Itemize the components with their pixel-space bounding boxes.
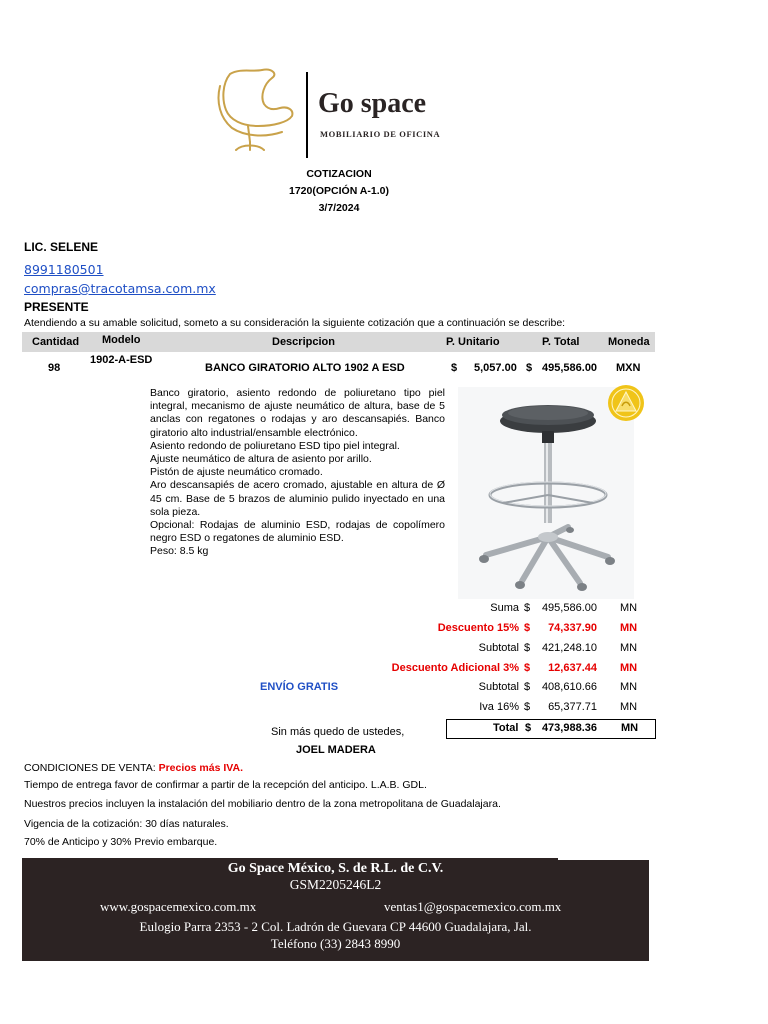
item-modelo: 1902-A-ESD	[90, 354, 153, 366]
item-moneda: MXN	[616, 362, 641, 374]
totals-row-subtotal	[380, 640, 655, 658]
totals-moneda: MN	[620, 681, 638, 693]
quote-date: 3/7/2024	[318, 202, 360, 214]
totals-amount: 74,337.90	[548, 622, 597, 634]
header-unitario: P. Unitario	[446, 336, 500, 348]
footer-banner	[22, 858, 649, 961]
totals-label: Iva 16%	[479, 701, 519, 713]
totals-currency: $	[524, 602, 531, 614]
recipient-phone-link[interactable]: 8991180501	[24, 262, 104, 277]
totals-amount: 12,637.44	[548, 662, 597, 674]
totals-label: Total	[493, 722, 519, 734]
totals-row-descuento-adicional	[380, 660, 655, 678]
conditions-highlight: Precios más IVA.	[158, 762, 244, 774]
totals-row-total	[446, 719, 656, 739]
totals-moneda: MN	[621, 722, 639, 734]
item-total-price: 495,586.00	[542, 362, 598, 374]
description-line: Asiento redondo de poliuretano ESD tipo piel integral.	[150, 439, 400, 452]
totals-moneda: MN	[620, 602, 638, 614]
description-line: Aro descansapiés de acero cromado, ajustable en altura de Ø 45 cm. Base de 5 brazos de aluminio pulido inyectado en una sola pieza.	[150, 479, 445, 518]
item-description	[150, 387, 445, 559]
totals-row-descuento	[380, 620, 655, 638]
condition-line: 70% de Anticipo y 30% Previo embarque.	[24, 836, 218, 848]
logo-tagline: MOBILIARIO DE OFICINA	[320, 129, 441, 139]
conditions-heading	[24, 762, 243, 774]
totals-currency: $	[524, 701, 531, 713]
totals-currency: $	[524, 622, 531, 634]
description-line: Ajuste neumático de altura de asiento por arillo.	[150, 453, 372, 466]
totals-row-subtotal-2	[380, 679, 655, 697]
totals-moneda: MN	[620, 662, 638, 674]
totals-moneda: MN	[620, 642, 638, 654]
recipient-email-link[interactable]: compras@tracotamsa.com.mx	[24, 281, 216, 296]
recipient-name: LIC. SELENE	[24, 240, 99, 254]
description-line: Pistón de ajuste neumático cromado.	[150, 466, 323, 479]
description-line: Banco giratorio, asiento redondo de poliuretano tipo piel integral, mecanismo de ajuste neumático de altura, base de 5 anclas con regatones o rodajas y aro descansapiés. Banco giratorio alto industrial/ensamble electrónico.	[150, 387, 445, 439]
totals-amount: 495,586.00	[541, 602, 597, 614]
greeting: PRESENTE	[24, 300, 89, 314]
signer-name: JOEL MADERA	[296, 744, 376, 756]
totals-moneda: MN	[620, 701, 638, 713]
footer-rfc: GSM2205246L2	[289, 877, 382, 892]
totals-amount: 408,610.66	[541, 681, 597, 693]
description-line: Opcional: Rodajas de aluminio ESD, rodajas de copolímero negro ESD o regatones de aluminio ESD.	[150, 519, 445, 545]
logo-name: Go space	[318, 88, 427, 119]
footer-website[interactable]: www.gospacemexico.com.mx	[100, 899, 257, 914]
table-row	[0, 354, 768, 380]
item-nombre: BANCO GIRATORIO ALTO 1902 A ESD	[205, 362, 405, 374]
conditions-label: CONDICIONES DE VENTA:	[24, 762, 159, 774]
footer-address: Eulogio Parra 2353 - 2 Col. Ladrón de Guevara CP 44600 Guadalajara, Jal.	[139, 919, 532, 934]
totals-currency: $	[524, 662, 531, 674]
table-header	[22, 332, 655, 352]
totals-amount: 65,377.71	[548, 701, 597, 713]
condition-line: Tiempo de entrega favor de confirmar a partir de la recepción del anticipo. L.A.B. GDL.	[24, 779, 427, 791]
intro-text: Atendiendo a su amable solicitud, someto a su consideración la siguiente cotización que a continuación se describe:	[24, 317, 566, 329]
condition-line: Nuestros precios incluyen la instalación del mobiliario dentro de la zona metropolitana de Guadalajara.	[24, 798, 501, 810]
description-line: Peso: 8.5 kg	[150, 545, 209, 558]
footer-email[interactable]: ventas1@gospacemexico.com.mx	[384, 899, 562, 914]
totals-label: Descuento Adicional 3%	[391, 662, 519, 674]
item-total-currency: $	[526, 362, 533, 374]
totals-amount: 421,248.10	[541, 642, 597, 654]
condition-line: Vigencia de la cotización: 30 días naturales.	[24, 818, 229, 830]
item-cantidad: 98	[48, 362, 61, 374]
totals-moneda: MN	[620, 622, 638, 634]
totals-label: Subtotal	[478, 681, 519, 693]
header-cantidad: Cantidad	[32, 336, 80, 348]
item-unit-price: 5,057.00	[474, 362, 517, 374]
totals-row-iva	[380, 699, 655, 717]
header-descripcion: Descripcion	[272, 336, 335, 348]
quote-number: 1720(OPCIÓN A-1.0)	[289, 185, 389, 197]
esd-badge-icon	[607, 384, 645, 422]
footer-notch	[558, 856, 649, 860]
header-total: P. Total	[542, 336, 580, 348]
footer-phone: Teléfono (33) 2843 8990	[270, 936, 401, 951]
totals-currency: $	[524, 681, 531, 693]
totals-label: Suma	[490, 602, 519, 614]
totals-label: Subtotal	[478, 642, 519, 654]
header-moneda: Moneda	[608, 336, 650, 348]
totals-label: Descuento 15%	[437, 622, 519, 634]
logo-divider	[306, 72, 308, 158]
envio-gratis-label: ENVÍO GRATIS	[260, 681, 339, 693]
totals-currency: $	[525, 722, 532, 734]
closing-text: Sin más quedo de ustedes,	[271, 726, 405, 738]
quote-title: COTIZACION	[306, 168, 372, 180]
totals-amount: 473,988.36	[541, 722, 597, 734]
totals-currency: $	[524, 642, 531, 654]
item-unit-currency: $	[451, 362, 458, 374]
chair-logo-icon	[212, 66, 296, 164]
header-modelo: Modelo	[102, 334, 141, 346]
footer-company: Go Space México, S. de R.L. de C.V.	[227, 861, 444, 876]
totals-row-suma	[380, 600, 655, 618]
